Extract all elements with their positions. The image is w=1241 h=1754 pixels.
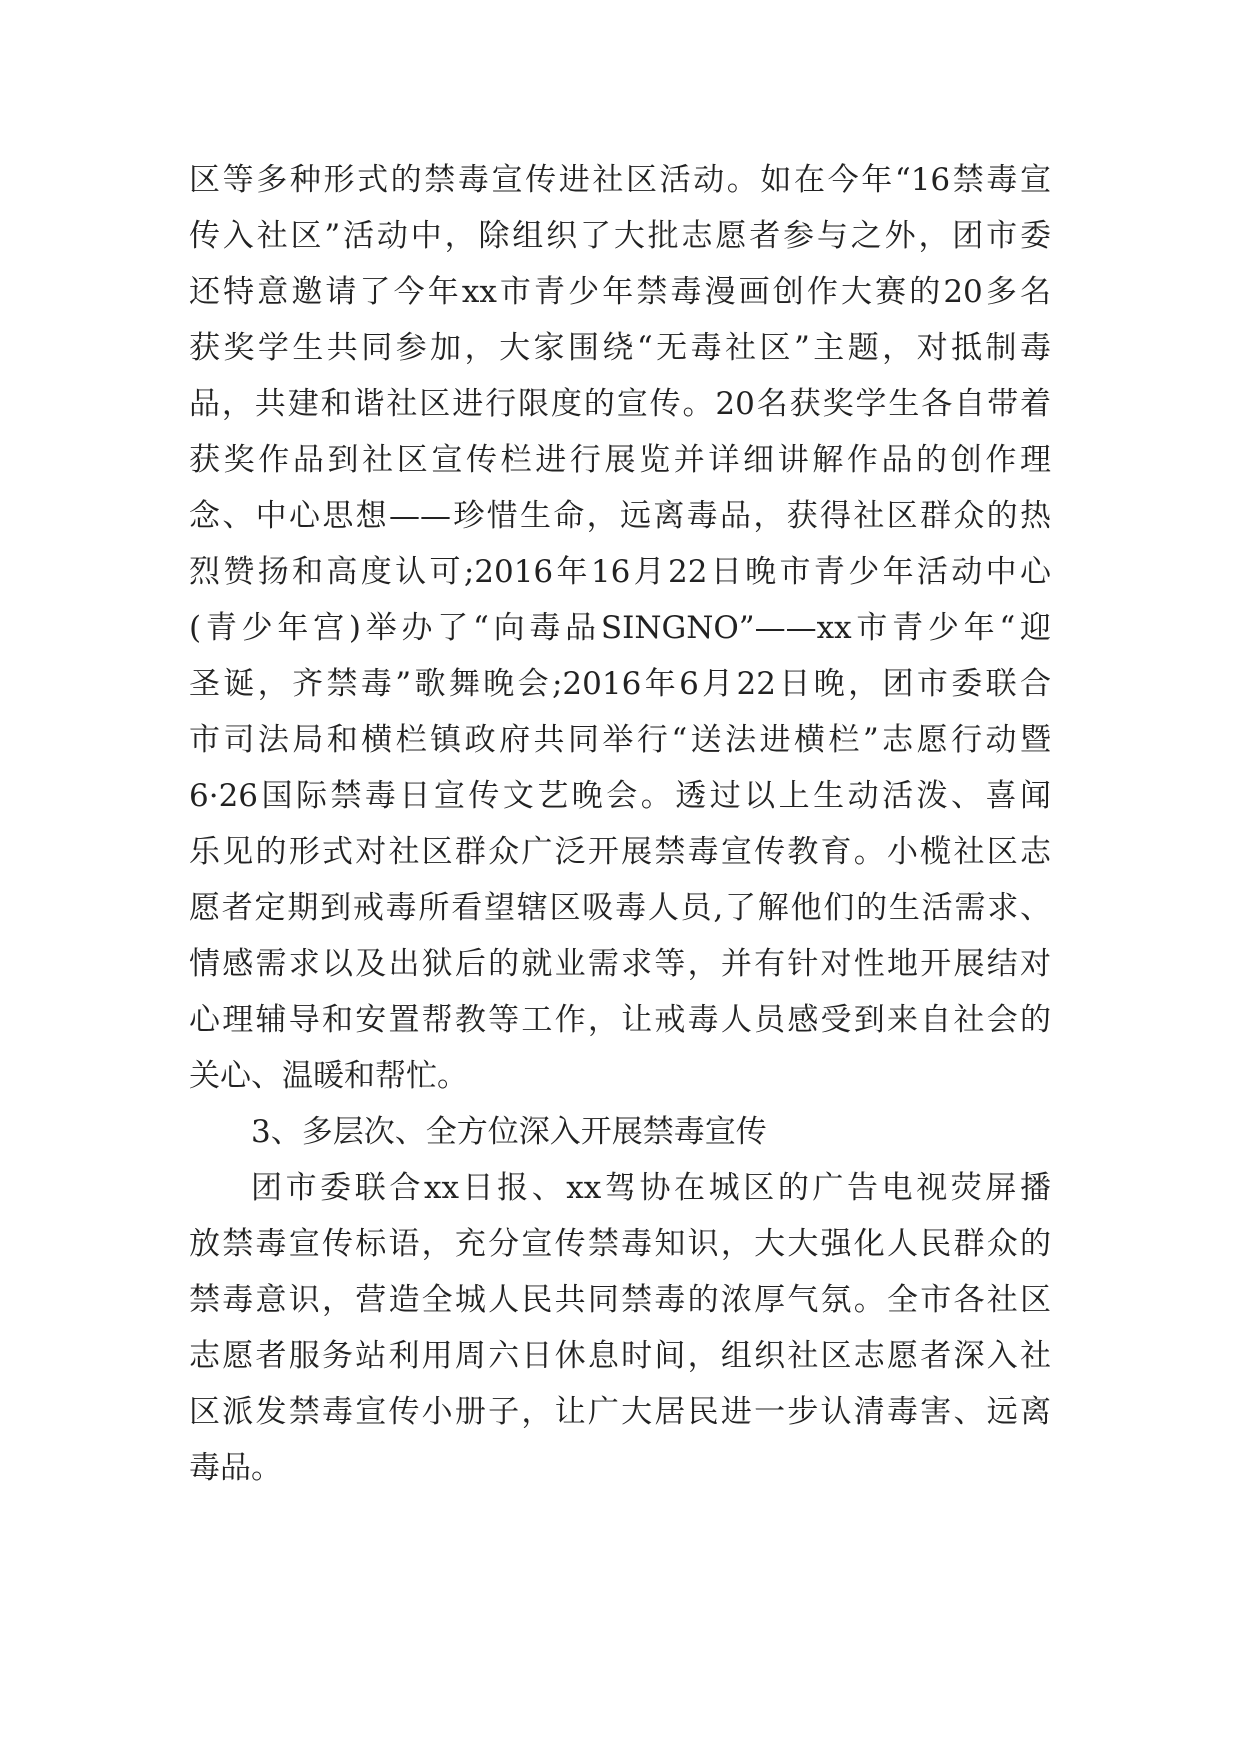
text-line: 心理辅导和安置帮教等工作，让戒毒人员感受到来自社会的 xyxy=(189,1002,1051,1038)
text-line: (青少年宫)举办了“向毒品SINGNO”——xx市青少年“迎 xyxy=(189,610,1051,646)
text-line: 还特意邀请了今年xx市青少年禁毒漫画创作大赛的20多名 xyxy=(189,274,1051,310)
text-line: 圣诞，齐禁毒”歌舞晚会;2016年6月22日晚，团市委联合 xyxy=(189,666,1051,702)
text-line: 念、中心思想——珍惜生命，远离毒品，获得社区群众的热 xyxy=(189,498,1051,534)
text-line: 团市委联合xx日报、xx驾协在城区的广告电视荧屏播 xyxy=(251,1170,1051,1206)
text-line: 获奖作品到社区宣传栏进行展览并详细讲解作品的创作理 xyxy=(189,442,1051,478)
text-line: 关心、温暖和帮忙。 xyxy=(189,1058,468,1094)
text-line: 区派发禁毒宣传小册子，让广大居民进一步认清毒害、远离 xyxy=(189,1394,1051,1430)
text-line: 放禁毒宣传标语，充分宣传禁毒知识，大大强化人民群众的 xyxy=(189,1226,1051,1262)
text-line: 传入社区”活动中，除组织了大批志愿者参与之外，团市委 xyxy=(189,218,1051,254)
text-line: 6·26国际禁毒日宣传文艺晚会。透过以上生动活泼、喜闻 xyxy=(189,778,1051,814)
text-line: 毒品。 xyxy=(189,1450,282,1486)
text-line: 志愿者服务站利用周六日休息时间，组织社区志愿者深入社 xyxy=(189,1338,1051,1374)
document-body xyxy=(189,152,1051,1496)
text-line: 市司法局和横栏镇政府共同举行“送法进横栏”志愿行动暨 xyxy=(189,722,1051,758)
text-line: 乐见的形式对社区群众广泛开展禁毒宣传教育。小榄社区志 xyxy=(189,834,1051,870)
text-line: 品，共建和谐社区进行限度的宣传。20名获奖学生各自带着 xyxy=(189,386,1051,422)
text-line: 愿者定期到戒毒所看望辖区吸毒人员,了解他们的生活需求、 xyxy=(189,890,1051,926)
paragraph xyxy=(189,152,1051,1104)
text-line: 区等多种形式的禁毒宣传进社区活动。如在今年“16禁毒宣 xyxy=(189,162,1051,198)
text-line: 获奖学生共同参加，大家围绕“无毒社区”主题，对抵制毒 xyxy=(189,330,1051,366)
paragraph xyxy=(189,1160,1051,1496)
text-line: 情感需求以及出狱后的就业需求等，并有针对性地开展结对 xyxy=(189,946,1051,982)
text-line: 禁毒意识，营造全城人民共同禁毒的浓厚气氛。全市各社区 xyxy=(189,1282,1051,1318)
section-heading xyxy=(189,1104,1051,1160)
heading-text: 3、多层次、全方位深入开展禁毒宣传 xyxy=(251,1114,767,1150)
text-line: 烈赞扬和高度认可;2016年16月22日晚市青少年活动中心 xyxy=(189,554,1051,590)
